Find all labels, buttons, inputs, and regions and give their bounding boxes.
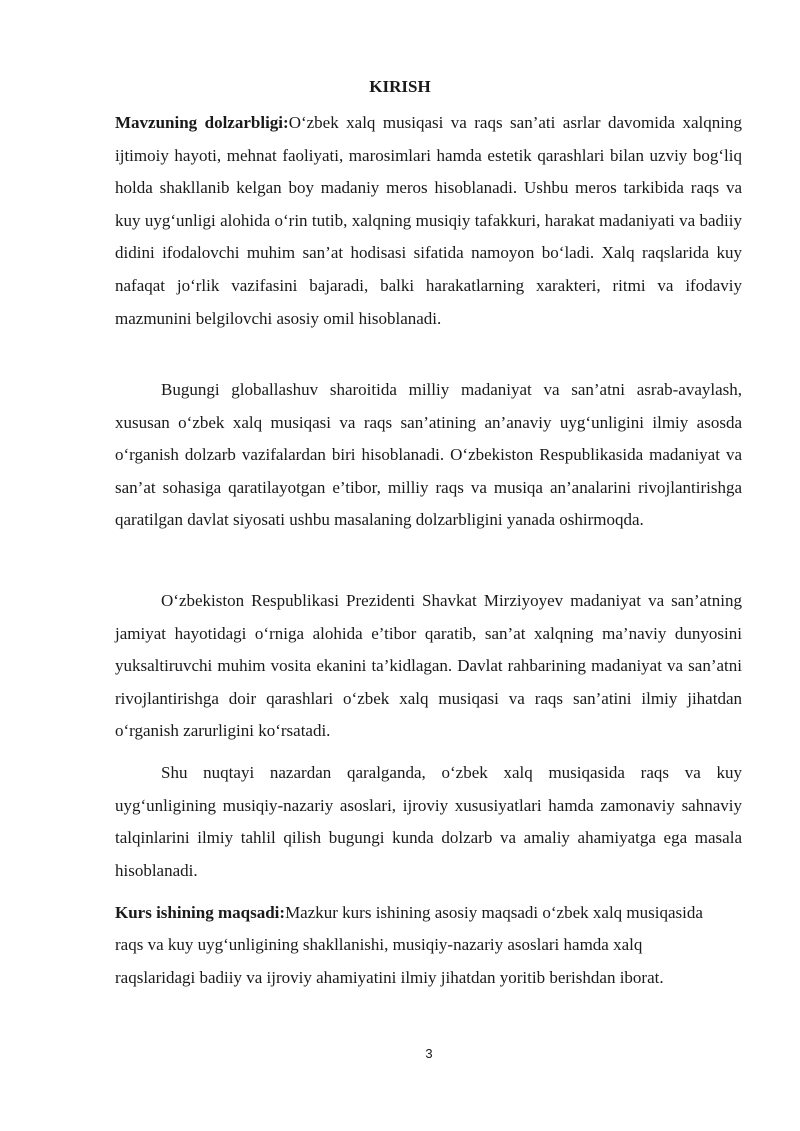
paragraph-president: O‘zbekiston Respublikasi Prezidenti Shavkat Mirziyoyev madaniyat va san’atning jamiyat hayotidagi o‘rniga alohida e’tibor qaratib, san’at xalqning ma’naviy dunyosini yuksaltiruvchi muhim vosita ekanini ta’kidlagan. Davlat rahbarining madaniyat va san’atni rivojlantirishga doir qarashlari o‘zbek xalq musiqasi va raqs san’atini ilmiy jihatdan o‘rganish zarurligini ko‘rsatadi. — [115, 591, 742, 741]
paragraph-relevance — [115, 107, 742, 335]
paragraph-goal — [115, 897, 715, 994]
goal-heading: Kurs ishining maqsadi: — [115, 903, 286, 922]
paragraph-globalization: Bugungi globallashuv sharoitida milliy madaniyat va san’atni asrab-avaylash, xususan o‘zbek xalq musiqasi va raqs san’atining an’anaviy uyg‘unligini ilmiy asosda o‘rganish dolzarb vazifalardan biri hisoblanadi. O‘zbekiston Respublikasida madaniyat va san’at sohasiga qaratilayotgan e’tibor, milliy raqs va musiqa an’analarini rivojlantirishga qaratilgan davlat siyosati ushbu masalaning dolzarbligini yanada oshirmoqda. — [115, 380, 742, 530]
goal-text: Mazkur kurs ishining asosiy maqsadi o‘zbek xalq musiqasida raqs va kuy uyg‘unligining shakllanishi, musiqiy-nazariy asoslari hamda xalq raqslaridagi badiiy va ijroviy ahamiyatini ilmiy jihatdan yoritib berishdan iborat. — [115, 903, 703, 987]
section-title: KIRISH — [369, 77, 431, 96]
relevance-heading: Mavzuning dolzarbligi: — [115, 113, 289, 132]
relevance-text: O‘zbek xalq musiqasi va raqs san’ati asrlar davomida xalqning ijtimoiy hayoti, mehnat faoliyati, marosimlari hamda estetik qarashlari bilan uzviy bog‘liq holda shakllanib kelgan boy madaniy meros hisoblanadi. Ushbu meros tarkibida raqs va kuy uyg‘unligi alohida o‘rin tutib, xalqning musiqiy tafakkuri, harakat madaniyati va badiiy didini ifodalovchi muhim san’at hodisasi sifatida namoyon bo‘ladi. Xalq raqslarida kuy nafaqat jo‘rlik vazifasini bajaradi, balki harakatlarning xarakteri, ritmi va ifodaviy mazmunini belgilovchi asosiy omil hisoblanadi. — [115, 113, 742, 328]
page-number: 3 — [425, 1046, 433, 1061]
paragraph-analysis: Shu nuqtayi nazardan qaralganda, o‘zbek xalq musiqasida raqs va kuy uyg‘unligining musiqiy-nazariy asoslari, ijroviy xususiyatlari hamda zamonaviy sahnaviy talqinlarini ilmiy tahlil qilish bugungi kunda dolzarb va amaliy ahamiyatga ega masala hisoblanadi. — [115, 763, 742, 880]
